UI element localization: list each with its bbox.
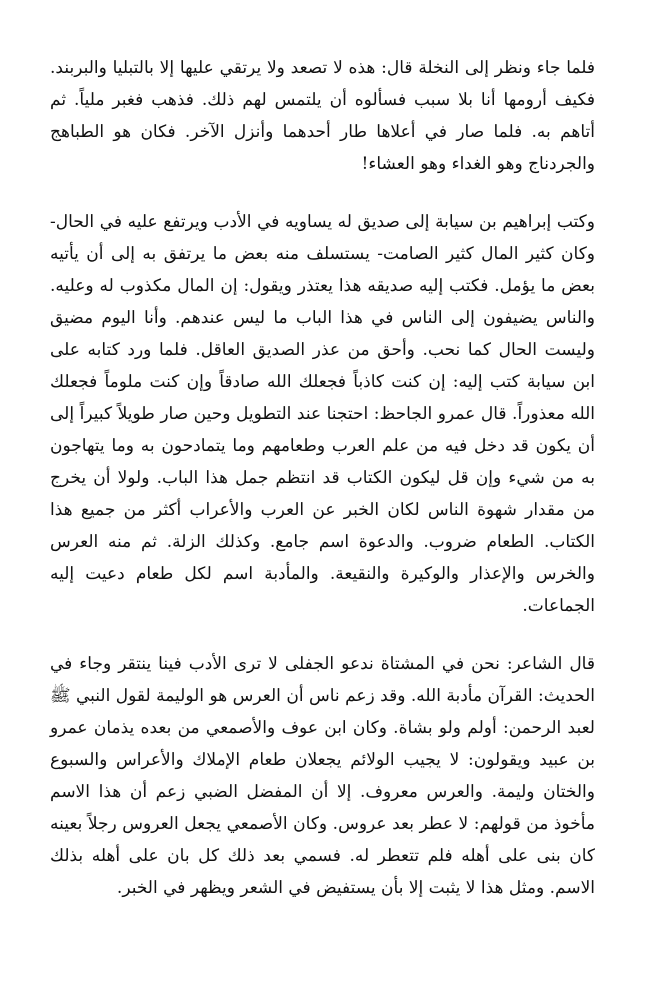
document-page — [50, 52, 595, 904]
paragraph-wedding-feast: قال الشاعر: نحن في المشتاة ندعو الجفلى لا ترى الأدب فينا ينتقر وجاء في الحديث: القرآن مأدبة الله. وقد زعم ناس أن العرس هو الوليمة لقول النبي ﷺ لعبد الرحمن: أولم ولو بشاة. وكان ابن عوف والأصمعي من بعده يذمان عمرو بن عبيد ويقولون: لا يجيب الولائم يجعلان طعام الإملاك والأعراس والسبوع والختان وليمة. والعرس معروف. إلا أن المفضل الضبي زعم أن هذا الاسم مأخوذ من قولهم: لا عطر بعد عروس. وكان الأصمعي يجعل العروس رجلاً بعينه كان بنى على أهله فلم تتعطر له. فسمي بعد ذلك كل بان على أهله بذلك الاسم. ومثل هذا لا يثبت إلا بأن يستفيض في الشعر ويظهر في الخبر. — [50, 654, 595, 898]
paragraph-palm-tree: فلما جاء ونظر إلى النخلة قال: هذه لا تصعد ولا يرتقي عليها إلا بالتبليا والبربند. فكيف أرومها أنا بلا سبب فسألوه أن يلتمس لهم ذلك. فذهب فغبر ملياً. ثم أتاهم به. فلما صار في أعلاها طار أحدهما وأنزل الآخر. فكان هو الطباهج والجردناج وهو الغداء وهو العشاء! — [50, 58, 595, 174]
paragraph-ibn-sayaba-letter: وكتب إبراهيم بن سيابة إلى صديق له يساويه في الأدب ويرتفع عليه في الحال- وكان كثير المال كثير الصامت- يستسلف منه بعض ما يرتفق به إلى أن يأتيه بعض ما يؤمل. فكتب إليه صديقه هذا يعتذر ويقول: إن المال مكذوب له وعليه. والناس يضيفون إلى الناس في هذا الباب ما ليس عندهم. وأنا اليوم مضيق وليست الحال كما نحب. وأحق من عذر الصديق العاقل. فلما ورد كتابه على ابن سيابة كتب إليه: إن كنت كاذباً فجعلك الله صادقاً وإن كنت ملوماً فجعلك الله معذوراً. قال عمرو الجاحظ: احتجنا عند التطويل وحين صار طويلاً كبيراً إلى أن يكون قد دخل فيه من علم العرب وطعامهم وما يتمادحون به وما يتهاجون به من شيء وإن قل ليكون الكتاب قد انتظم جمل هذا الباب. ولولا أن يخرج من مقدار شهوة الناس لكان الخبر عن العرب والأعراب أكثر من جميع هذا الكتاب. الطعام ضروب. والدعوة اسم جامع. وكذلك الزلة. ثم منه العرس والخرس والإعذار والوكيرة والنقيعة. والمأدبة اسم لكل طعام دعيت إليه الجماعات. — [50, 212, 595, 616]
